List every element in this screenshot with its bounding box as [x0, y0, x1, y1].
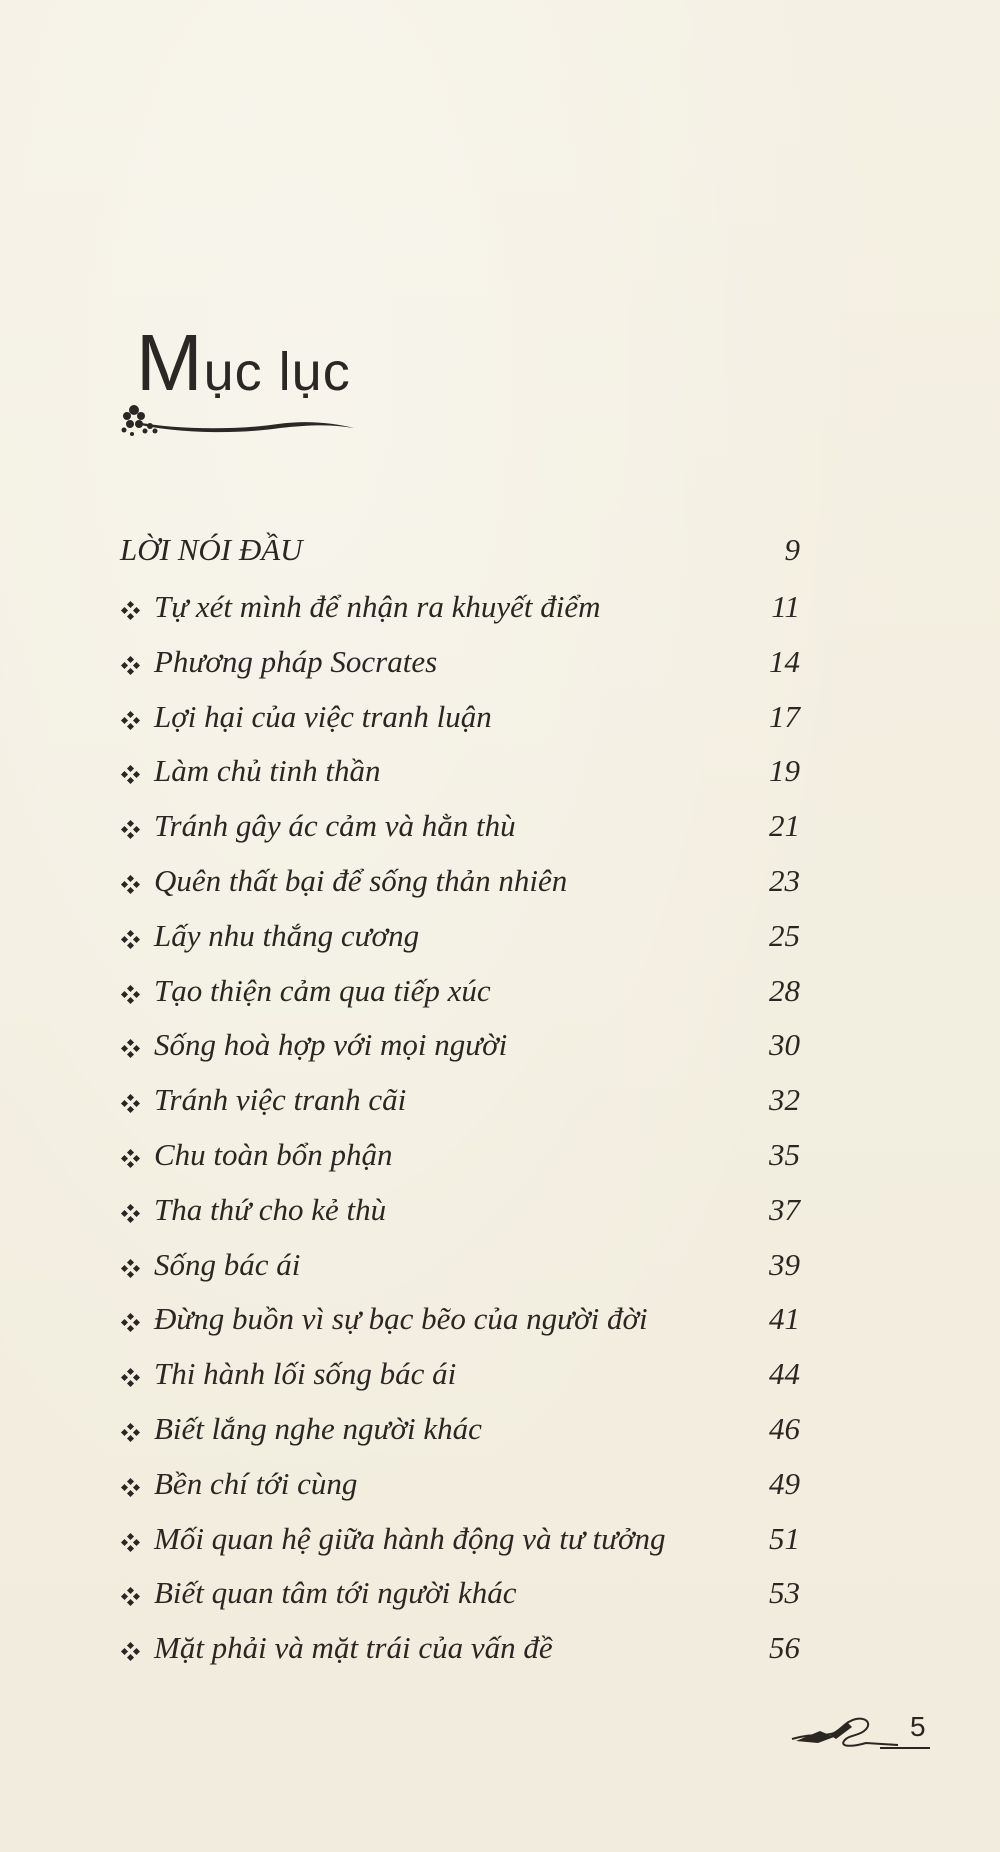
toc-item-page: 44 [769, 1356, 800, 1392]
toc-item[interactable] [120, 1457, 800, 1512]
toc-item-page: 37 [769, 1191, 800, 1227]
toc-heading-page: 9 [784, 532, 800, 567]
toc-item-page: 39 [769, 1246, 800, 1282]
toc-heading-label: LỜI NÓI ĐẦU [120, 532, 303, 567]
page-number: 5 [910, 1711, 926, 1742]
toc-item-page: 30 [769, 1027, 800, 1063]
pen-flourish-icon [790, 1711, 900, 1751]
toc-item[interactable] [120, 1073, 800, 1128]
toc-item-label: Mặt phải và mặt trái của vấn đề [154, 1630, 553, 1666]
toc-item-label: Phương pháp Socrates [154, 643, 438, 679]
four-diamond-bullet-icon [120, 1621, 140, 1697]
toc-item[interactable] [120, 1621, 800, 1676]
toc-item-page: 41 [769, 1301, 800, 1337]
toc-item[interactable] [120, 1018, 800, 1073]
toc-item-page: 32 [769, 1082, 800, 1118]
toc-item[interactable] [120, 580, 800, 635]
toc-item-label: Tha thứ cho kẻ thù [154, 1191, 387, 1227]
toc-item[interactable] [120, 1238, 800, 1293]
toc-item-page: 23 [769, 862, 800, 898]
toc-item[interactable] [120, 1183, 800, 1238]
flower-swash-ornament-icon [118, 390, 358, 450]
toc-item-label: Bền chí tới cùng [154, 1465, 358, 1501]
toc-item[interactable] [120, 744, 800, 799]
toc-item-label: Làm chủ tinh thần [154, 753, 381, 789]
toc-item-page: 11 [771, 589, 800, 624]
toc-item[interactable] [120, 690, 800, 745]
toc-item[interactable] [120, 799, 800, 854]
toc-item[interactable] [120, 1402, 800, 1457]
toc-item-page: 19 [769, 753, 800, 789]
toc-item-page: 28 [769, 972, 800, 1008]
toc-item-label: Quên thất bại để sống thản nhiên [154, 862, 568, 898]
toc-item-label: Tạo thiện cảm qua tiếp xúc [154, 972, 491, 1008]
toc-item-label: Biết quan tâm tới người khác [154, 1575, 517, 1611]
toc-item-label: Sống hoà hợp với mọi người [154, 1027, 508, 1063]
toc-item-page: 35 [769, 1136, 800, 1172]
toc-heading-row[interactable] [120, 520, 800, 580]
toc-list [120, 580, 800, 1676]
toc-item-label: Mối quan hệ giữa hành động và tư tưởng [154, 1520, 666, 1556]
toc-item-label: Thi hành lối sống bác ái [154, 1356, 457, 1392]
table-of-contents [120, 520, 800, 1676]
toc-item-page: 49 [769, 1465, 800, 1501]
toc-item-label: Đừng buồn vì sự bạc bẽo của người đời [154, 1301, 648, 1337]
toc-item-page: 21 [769, 808, 800, 844]
toc-item-page: 56 [769, 1630, 800, 1666]
toc-item[interactable] [120, 1128, 800, 1183]
toc-item[interactable] [120, 964, 800, 1019]
toc-item-label: Lợi hại của việc tranh luận [154, 698, 492, 734]
title-block [118, 318, 428, 458]
toc-item-page: 51 [769, 1520, 800, 1556]
toc-item-label: Tránh việc tranh cãi [154, 1082, 407, 1118]
toc-item-page: 46 [769, 1410, 800, 1446]
title-rest: ục lục [203, 342, 351, 402]
title-first-letter: M [136, 318, 204, 407]
toc-item-page: 25 [769, 917, 800, 953]
toc-item[interactable] [120, 1347, 800, 1402]
toc-item-page: 53 [769, 1575, 800, 1611]
page-footer [790, 1705, 940, 1755]
toc-item-label: Tránh gây ác cảm và hằn thù [154, 808, 516, 844]
toc-item-label: Chu toàn bổn phận [154, 1136, 393, 1172]
toc-item[interactable] [120, 854, 800, 909]
toc-item-label: Lấy nhu thắng cương [154, 917, 420, 953]
toc-item[interactable] [120, 909, 800, 964]
toc-item-label: Sống bác ái [154, 1246, 301, 1282]
toc-item[interactable] [120, 635, 800, 690]
toc-item-label: Tự xét mình để nhận ra khuyết điểm [154, 589, 601, 624]
toc-item-label: Biết lắng nghe người khác [154, 1410, 482, 1446]
toc-item[interactable] [120, 1512, 800, 1567]
toc-item-page: 17 [769, 698, 800, 734]
toc-item[interactable] [120, 1292, 800, 1347]
toc-item-page: 14 [769, 643, 800, 679]
toc-item[interactable] [120, 1566, 800, 1621]
